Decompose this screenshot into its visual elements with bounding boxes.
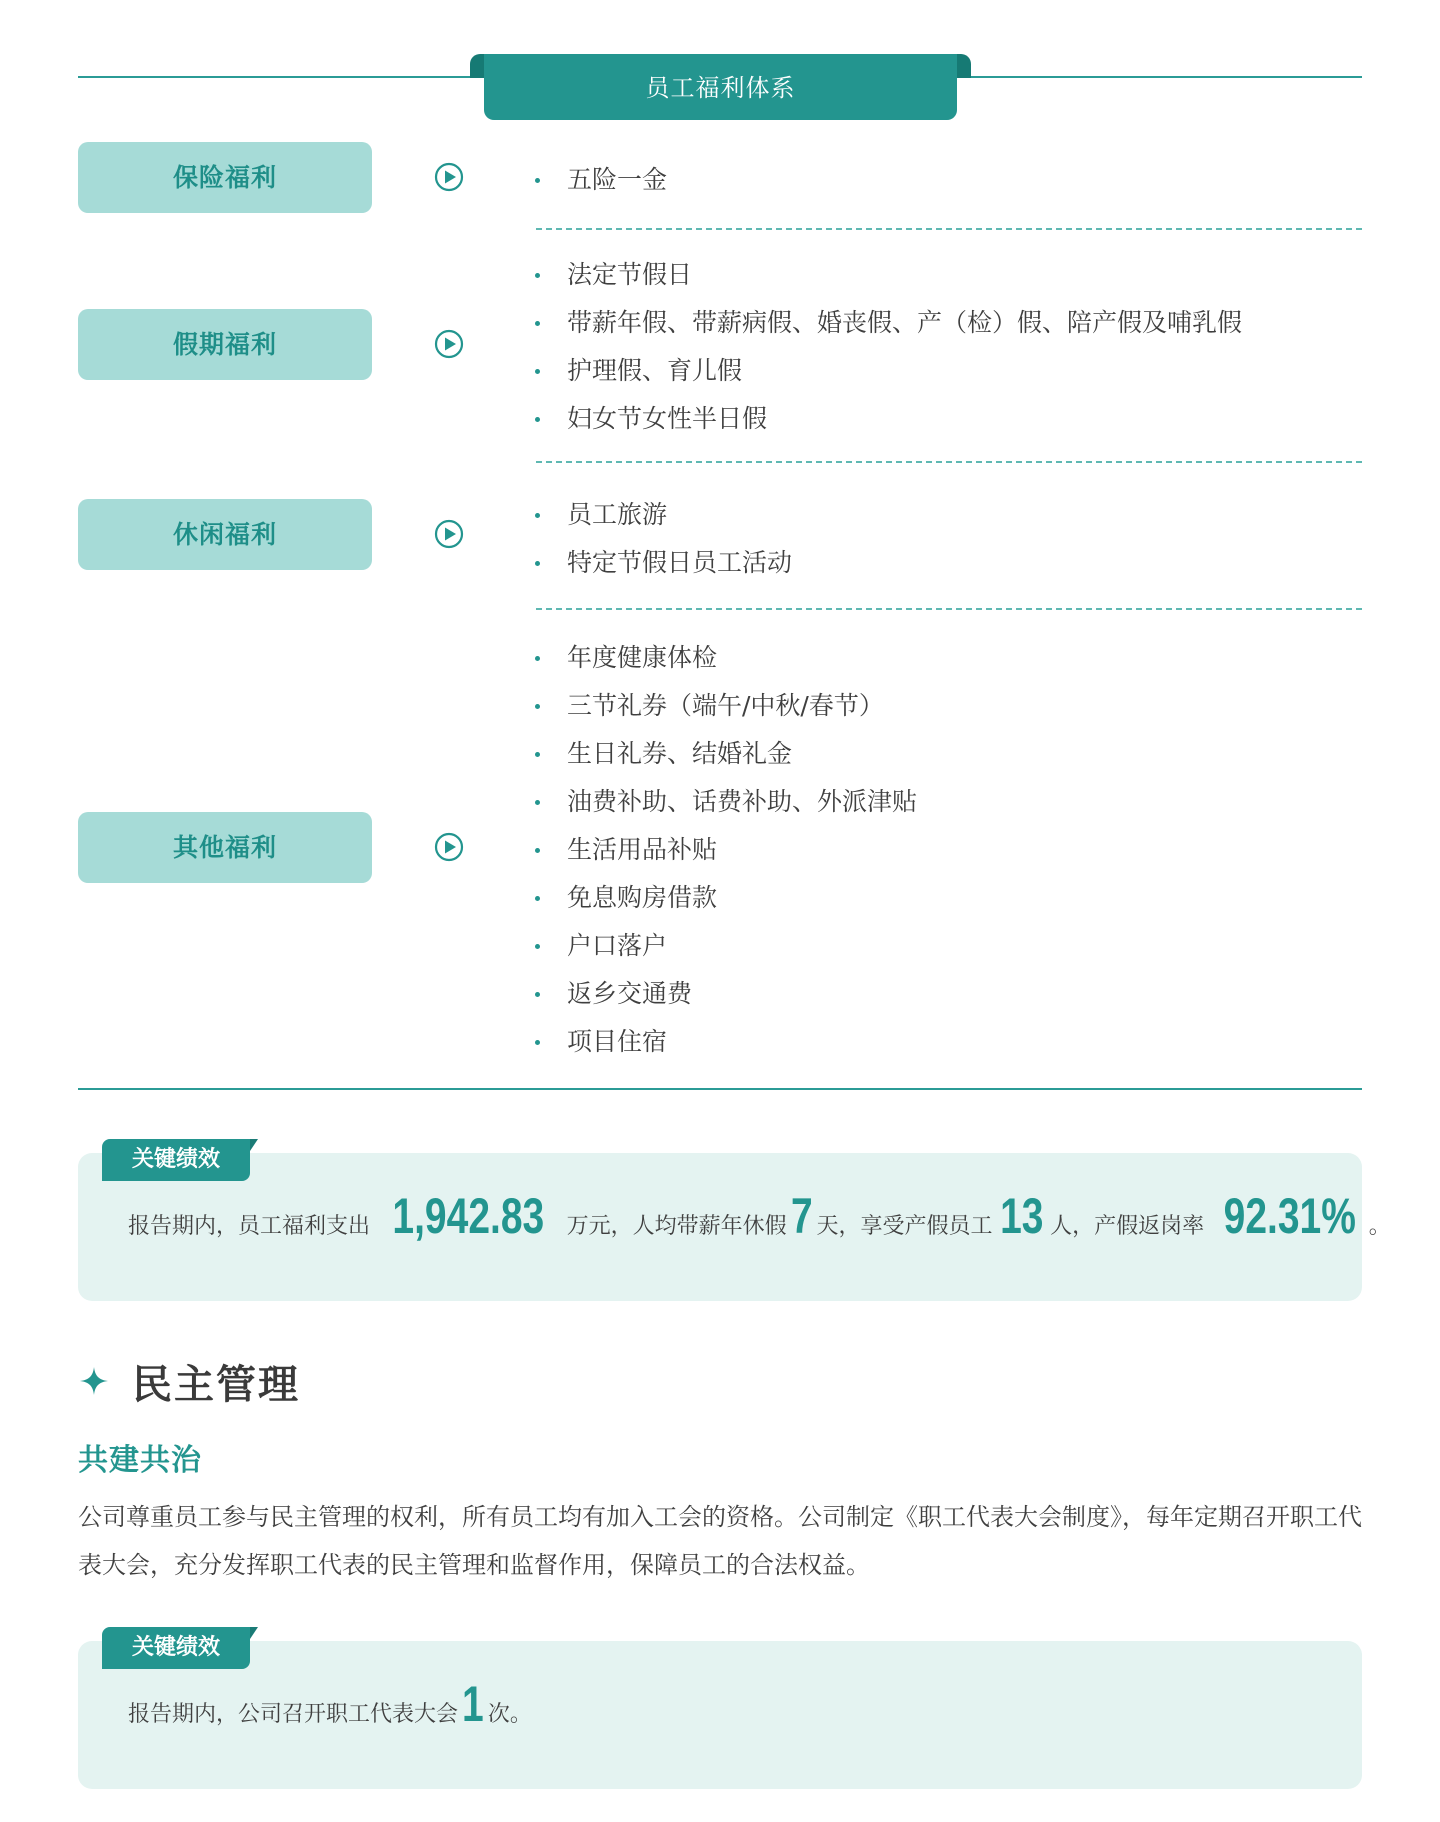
category-insurance: 保险福利 (78, 142, 372, 213)
list-item: 油费补助、话费补助、外派津贴 (533, 778, 917, 826)
section-paragraph: 公司尊重员工参与民主管理的权利，所有员工均有加入工会的资格。公司制定《职工代表大会制度》，每年定期召开职工代表大会，充分发挥职工代表的民主管理和监督作用，保障员工的合法权益。 (78, 1503, 1362, 1579)
kpi-text: 报告期内，员工福利支出 (128, 1214, 371, 1239)
sparkle-icon (80, 1367, 108, 1395)
category-leisure: 休闲福利 (78, 499, 372, 570)
list-item: 护理假、育儿假 (533, 347, 1242, 395)
key-performance-text (128, 1187, 1391, 1245)
kpi-text: 天，享受产假员工 (816, 1214, 993, 1239)
list-item: 生活用品补贴 (533, 826, 917, 874)
list-item: 法定节假日 (533, 251, 1242, 299)
list-item: 返乡交通费 (533, 970, 917, 1018)
kpi-text: 次。 (487, 1702, 532, 1727)
key-performance-tag-2: 关键绩效 (102, 1627, 250, 1669)
insurance-list (533, 156, 667, 204)
section-bottom-rule (78, 1088, 1362, 1090)
congress-count-value: 1 (462, 1676, 484, 1732)
category-other: 其他福利 (78, 812, 372, 883)
annual-leave-days-value: 7 (790, 1188, 813, 1244)
kpi-text: 报告期内，公司召开职工代表大会 (128, 1702, 459, 1727)
list-item: 带薪年假、带薪病假、婚丧假、产（检）假、陪产假及哺乳假 (533, 299, 1242, 347)
list-item: 特定节假日员工活动 (533, 539, 792, 587)
list-item: 生日礼券、结婚礼金 (533, 730, 917, 778)
key-performance-text-2 (128, 1675, 532, 1733)
list-item: 妇女节女性半日假 (533, 395, 1242, 443)
list-item: 户口落户 (533, 922, 917, 970)
list-item: 五险一金 (533, 156, 667, 204)
other-list (533, 634, 917, 1066)
list-item: 免息购房借款 (533, 874, 917, 922)
play-arrow-icon (434, 832, 464, 862)
maternity-employees-value: 13 (999, 1188, 1044, 1244)
list-item: 项目住宿 (533, 1018, 917, 1066)
play-arrow-icon (434, 162, 464, 192)
category-holiday: 假期福利 (78, 309, 372, 380)
kpi-text: 人，产假返岗率 (1050, 1214, 1205, 1239)
list-item: 年度健康体检 (533, 634, 917, 682)
divider (536, 608, 1362, 610)
section-heading: 民主管理 (132, 1362, 300, 1408)
welfare-expense-value: 1,942.83 (392, 1188, 545, 1244)
list-item: 员工旅游 (533, 491, 792, 539)
ribbon-fold-right (957, 54, 971, 78)
leisure-list (533, 491, 792, 587)
divider (536, 461, 1362, 463)
section-banner-title: 员工福利体系 (484, 54, 957, 120)
list-item: 三节礼券（端午/中秋/春节） (533, 682, 917, 730)
holiday-list (533, 251, 1242, 443)
section-subheading: 共建共治 (78, 1443, 202, 1478)
kpi-text: 。 (1368, 1214, 1391, 1239)
header-line-left (78, 76, 478, 78)
return-rate-value: 92.31% (1223, 1188, 1357, 1244)
ribbon-fold-left (470, 54, 484, 78)
play-arrow-icon (434, 519, 464, 549)
header-line-right (960, 76, 1362, 78)
kpi-text: 万元，人均带薪年休假 (566, 1214, 787, 1239)
play-arrow-icon (434, 329, 464, 359)
key-performance-tag: 关键绩效 (102, 1139, 250, 1181)
divider (536, 228, 1362, 230)
